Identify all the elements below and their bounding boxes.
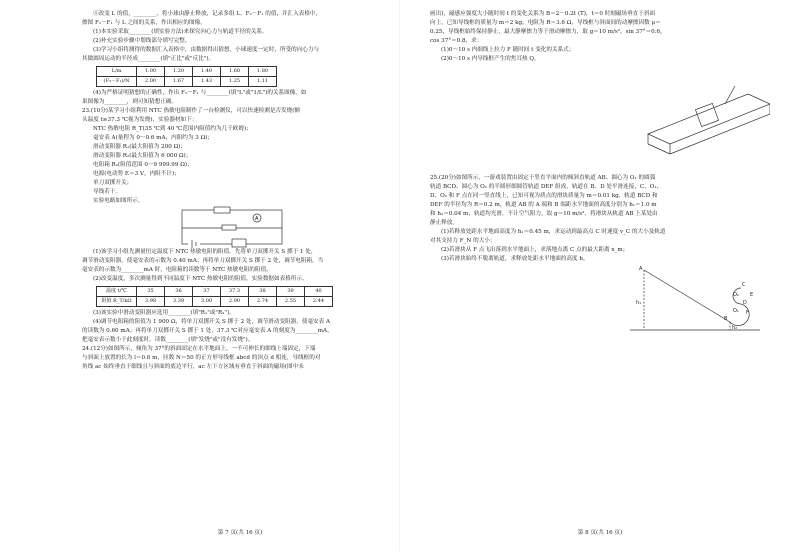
label-B: B [724,316,728,322]
text-line: 电阻箱 R₂(阻值范围 0～9 999.99 Ω)； [93,162,193,168]
circuit-diagram [82,206,382,248]
text-line: 角线 ac 始终垂直于细线且与斜面的底边平行，ac 左下方区域有垂直于斜面的磁场(图中未 [82,364,304,370]
table-cell: 2.44 [305,297,333,307]
text-line: 头温度 t≥37.3 ℃视为发烧)，实验器材如下： [82,117,198,123]
text-line: (2)若滑块从 F 点飞出落到水平地面上，求落地点离 C 点的最大距离 x_m； [441,247,629,253]
text-line: 与斜面上放置的长为 l＝0.6 m，匝数 N＝50 的正方形导线框 abcd 的顶点 d 相连，导线框的对 [82,355,321,361]
text-line: (4)为严格证明猜想的正确性，作出 F₂－F₁ 与________(填"L"或"1/L")的关系图像，如 [93,90,307,96]
table-cell: 3.39 [165,297,193,307]
table-cell: 39 [277,287,305,297]
table-row [97,67,277,77]
text-line: (1)该学习小组先测量恒定温度下 NTC 热敏电阻的阻值。先将单刀双掷开关 S 掷于 1 处， [93,249,317,255]
text-line: 把毫安表示数小于此刻度时，读数________(填"发烧"或"没有发烧")。 [82,337,254,343]
question-24: 24.(12分)如图所示，倾角为 37°的斜面固定在水平地面上，一不可伸长的细线上端固定，下端 [82,346,316,352]
svg-text:A: A [255,216,259,222]
text-line: 其做圆周运动的半径成________(填"正比"或"反比")。 [82,56,215,62]
table-radius-force [96,66,277,87]
table-cell: 40 [305,287,333,297]
label-h2: h₂ [732,325,738,331]
text-line: (2)0～10 s 内导线框产生的焦耳热 Q。 [441,56,540,62]
text-line: D、O₂ 和 F 点在同一竖直线上，已知可视为质点的滑块质量为 m＝0.01 kg，轨道 BCD 和 [430,193,658,199]
label-E: E [750,292,754,298]
text-line: 电源(电动势 E＝3 V，内阻不计)； [93,171,180,177]
table-cell: 2.00 [137,77,165,87]
text-line: 滑动变阻器 R₂(最大阻值为 6 000 Ω)； [93,153,192,159]
table-cell: 36 [165,287,193,297]
text-line: 画出)，磁感应强度大小随时间 t 的变化关系为 B＝2－0.2t (T)，t＝0 时刻磁场垂直于斜面 [430,11,656,17]
text-line: (3)学习小组将测得的数据汇入表格中，由数据得出猜想，小球速度一定时，所受的向心力与 [93,47,320,53]
text-line: 毫安表 A(量程为 0～0.6 mA，内阻约为 3 Ω)； [93,135,214,141]
text-line: cos 37°＝0.8，求： [430,38,483,44]
table-cell: 3.00 [193,297,221,307]
page-divider [399,0,400,551]
label-h1: h₁ [636,300,642,306]
track-diagram [430,264,770,334]
label-C: C [742,282,746,288]
right-column [430,10,770,334]
table-cell: 1.40 [193,67,221,77]
text-line: ④改变 L 的值，________，将小球由静止释放，记录多组 L、F₂－F₁ 的值，并汇入表格中， [93,11,322,17]
text-line: 滑动变阻器 R₁(最大阻值为 200 Ω)； [93,144,186,150]
text-line: NTC 热敏电阻 R_T(35 ℃到 40 ℃范围内阻值约为几千欧姆)； [93,126,252,132]
table-cell: 38 [249,287,277,297]
text-line: 单刀双掷开关； [93,180,133,186]
table-cell: 37.3 [221,287,249,297]
text-line: 和 h₂＝0.04 m，轨道均光滑，不计空气阻力，取 g＝10 m/s²，将滑块从轨道 AB 上某处由 [430,211,658,217]
text-line: 0.25，导线框始终保持静止，最大静摩擦力等于滑动摩擦力，取 g＝10 m/s²，sin 37°＝0.6， [430,29,666,35]
text-line: (4)调节电阻箱的阻值为 1 900 Ω，将单刀双掷开关 S 掷于 2 处，调节滑动变阻器，使毫安表 A [93,319,331,325]
table-cell: 1.60 [221,67,249,77]
text-line: (3)若滑块始终不脱离轨道，求释放处距水平地面的高度 h。 [441,256,589,262]
text-line: 毫安表的示数为________mA 时，电阻箱的读数等于 NTC 热敏电阻的阻值。 [82,267,272,273]
label-D: D [743,300,747,306]
table-row [97,297,333,307]
table-cell: 35 [137,287,165,297]
table-cell: 1.67 [165,77,193,87]
text-line: (2)改变温度，多次测量得到不同温度下 NTC 热敏电阻的阻值，实验数据如表格所示。 [93,276,308,282]
text-line: (3)该实验中滑动变阻器应选用________(填"R₁"或"R₂")。 [93,310,235,316]
page-number: 第 7 页(共 16 页) [217,530,263,536]
incline-frame-diagram [430,64,770,174]
page-number: 第 8 页(共 16 页) [577,530,623,536]
text-line: 导线若干。 [93,189,121,195]
text-line: 实验电路如图所示。 [93,198,144,204]
table-cell: 1.43 [193,77,221,87]
table-cell: 1.25 [221,77,249,87]
text-line: 向上。已知导线框的质量为 m＝2 kg，电阻为 R＝3.6 Ω，导线框与斜面间的动摩擦因数 μ＝ [430,20,661,26]
text-line: 对其支持力 F_N 的大小； [430,238,496,244]
table-row [97,287,333,297]
table-temperature-resistance [96,286,333,307]
text-line: 的读数为 0.60 mA；再将单刀双掷开关 S 掷于 1 处，37.3 ℃对应毫安表 A 的刻度为________mA， [82,328,333,334]
text-line: DEF 的半径均为 R＝0.2 m，轨道 AB 的 A 端和 B 端距水平地面的高度分别为 h₁＝1.0 m [430,202,657,208]
table-cell: 1.20 [165,67,193,77]
table-cell: 1.80 [249,67,277,77]
question-23: 23.(10分)某学习小组利用 NTC 热敏电阻制作了一台检测仪，可以快速检测是否发烧(额 [82,108,301,114]
text-line: (1)本实验采取________(填实验方法)来探究向心力与轨道半径的关系。 [93,29,268,35]
label-F: F [746,310,749,316]
text-line: (1)若释放处距水平地面高度为 h₁＝0.45 m，求运动到最高点 C 时速度 v_C 的大小及轨道 [441,229,666,235]
table-cell: (F₂－F₁)/N [97,77,137,87]
text-line: 静止释放。 [430,220,458,226]
text-line: 调节滑动变阻器，使毫安表的示数为 0.40 mA；再将单刀双掷开关 S 掷于 2 处，调节电阻箱，当 [82,258,324,264]
table-cell: 2.55 [277,297,305,307]
table-cell: L/m [97,67,137,77]
text-line: (2)补充实验步骤中划线部分填写完整。 [93,38,191,44]
text-line: (1)0～10 s 内细线上拉力 F 随时间 t 变化的关系式； [441,47,575,53]
label-A: A [639,266,643,272]
table-cell: 2.90 [221,297,249,307]
page-right [400,0,800,551]
table-cell: 1.00 [137,67,165,77]
table-cell: 37 [193,287,221,297]
table-cell: 阻值 R_T/kΩ [97,297,137,307]
label-O2: O₂ [733,292,739,298]
text-line: 轨道 BCD、圆心为 O₂ 的半圆形细圆管轨道 DEF 组成，轨道在 B、D 处平滑连接，C、O₁、 [430,184,663,190]
table-cell: 3.98 [137,297,165,307]
question-25: 25.(20分)如图所示，一游戏装置由固定于竖直平面内的倾斜直轨道 AB、圆心为 O₁ 的圆弧 [430,175,656,181]
text-line: 擦图 F₂－F₁ 与 L 之间的关系，作出相应的图像。 [82,20,206,26]
table-row [97,77,277,87]
text-line: 果图像为________，则可知猜想正确。 [82,99,178,105]
left-column [82,10,384,372]
table-cell: 2.74 [249,297,277,307]
table-cell: 1.11 [249,77,277,87]
table-cell: 温度 t/℃ [97,287,137,297]
label-O1: O₁ [733,308,739,314]
